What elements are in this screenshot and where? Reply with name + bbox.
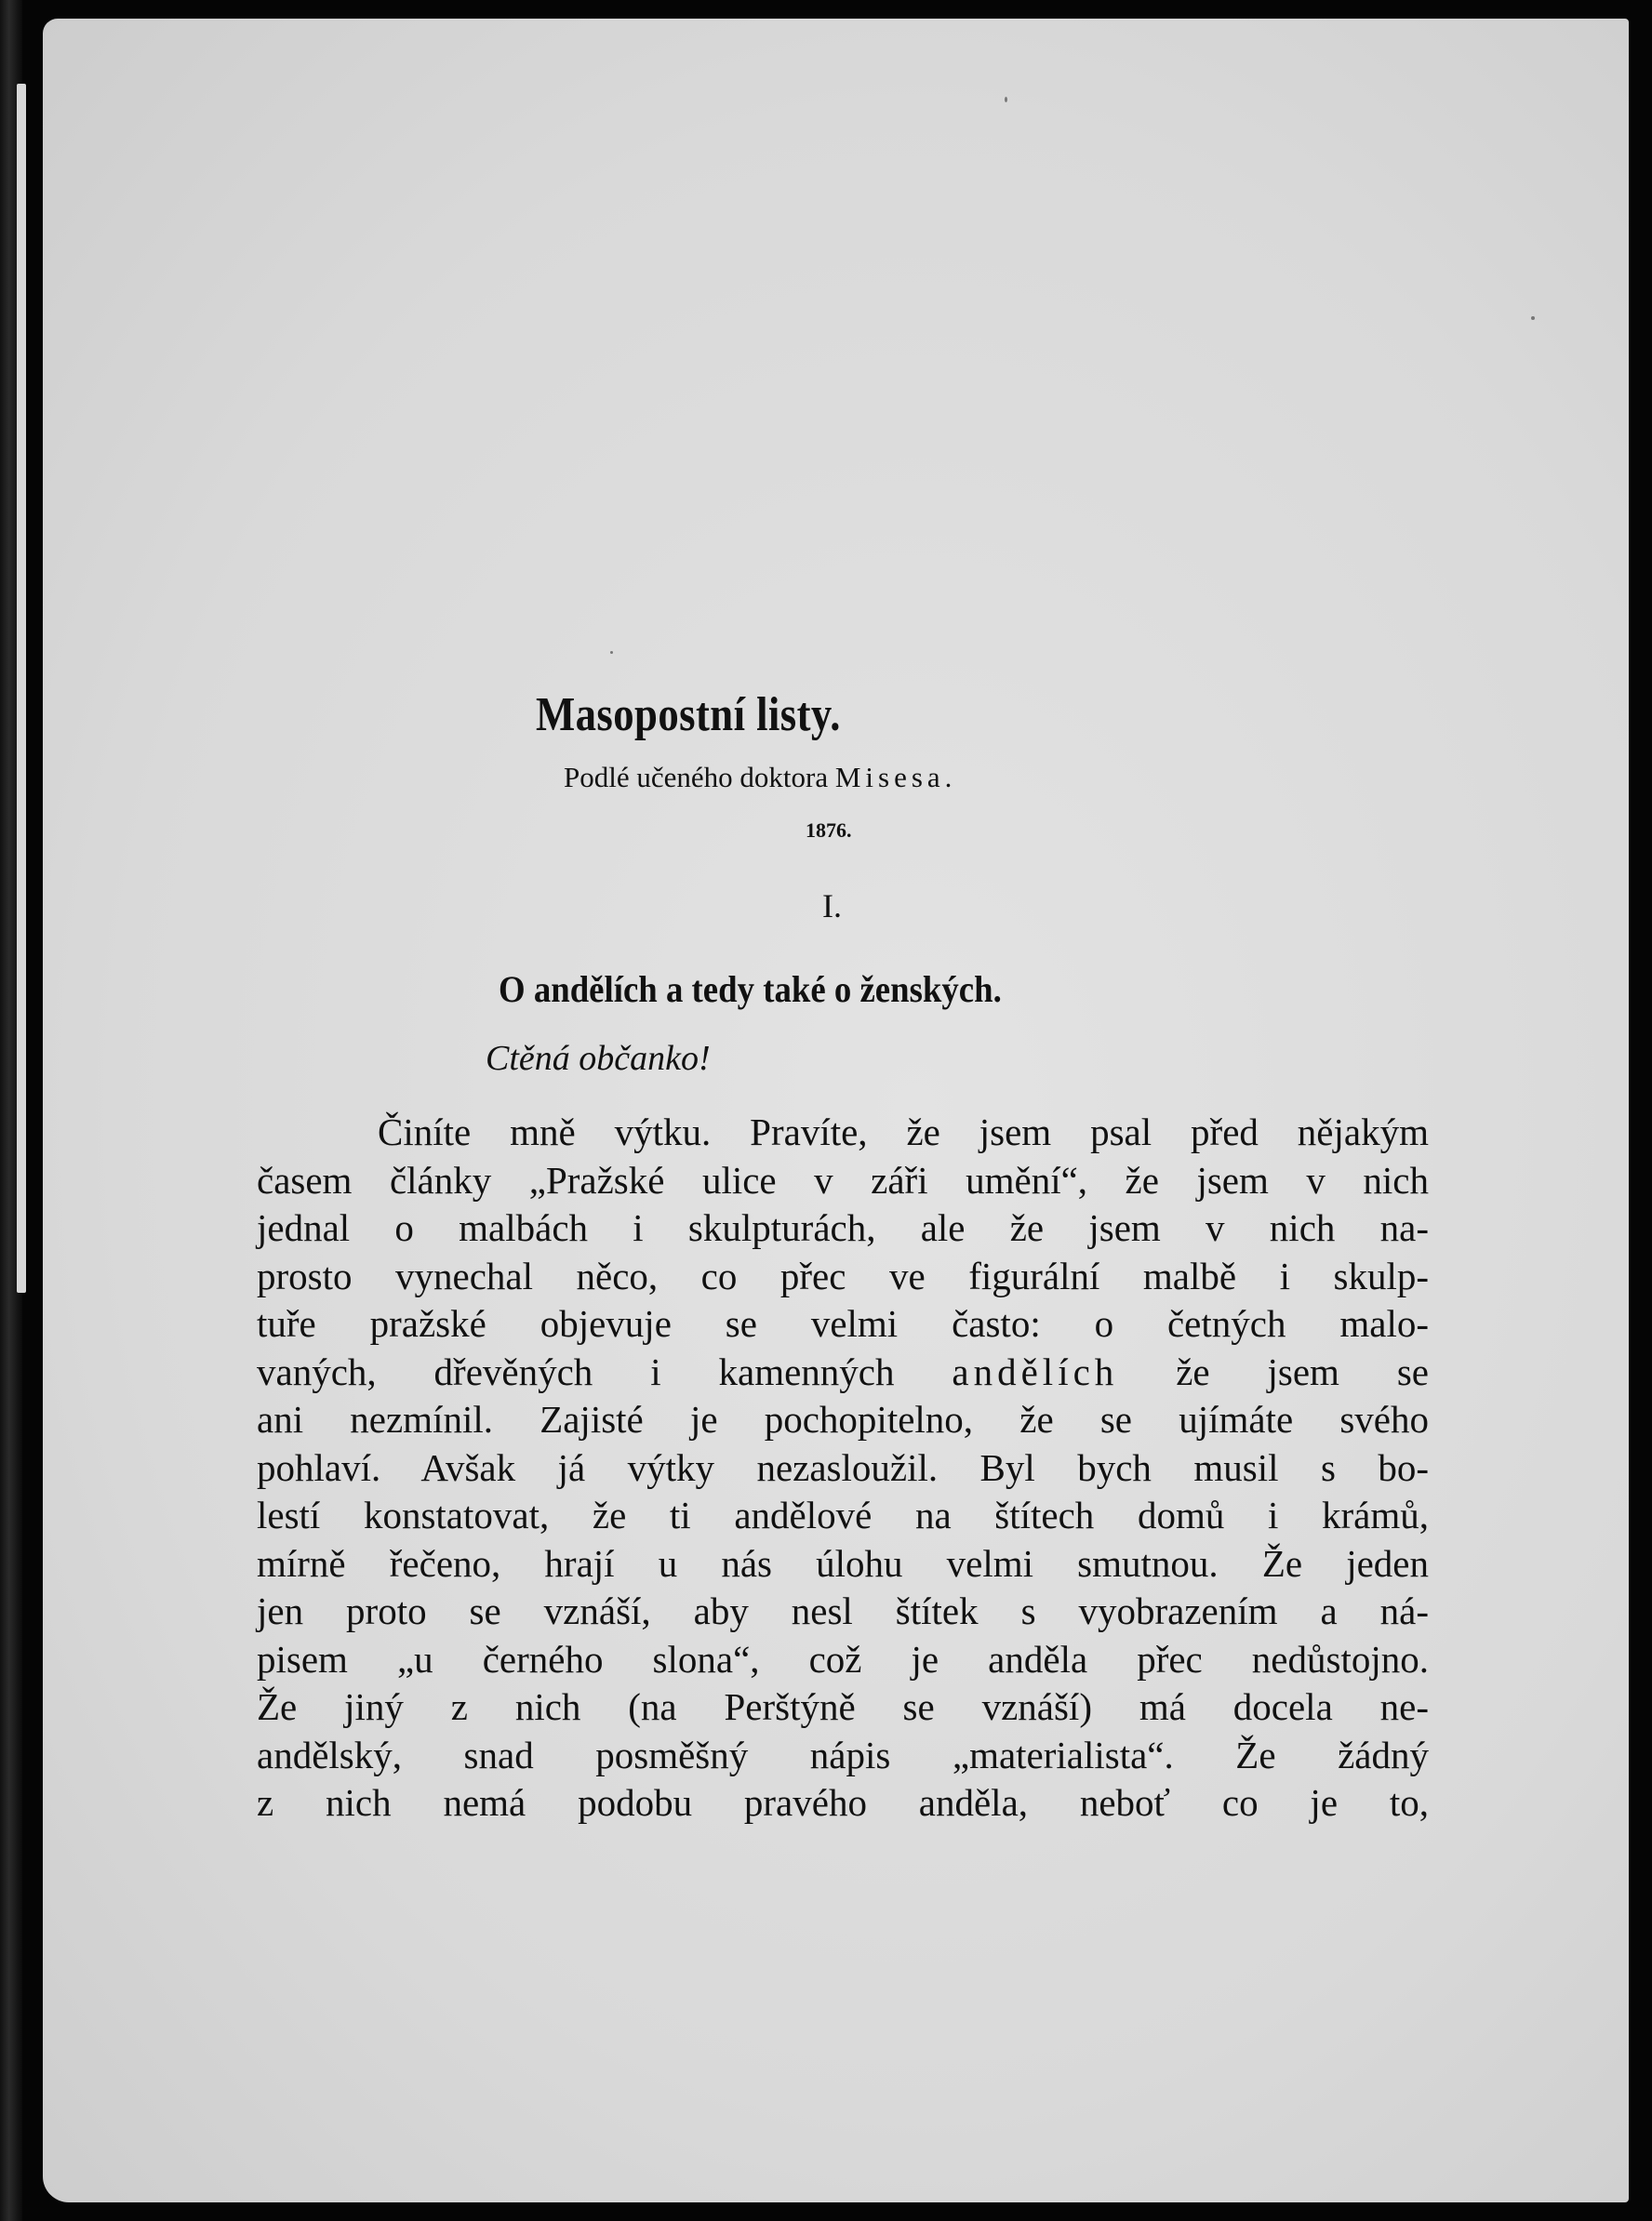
body-line-end: že jsem se bbox=[1118, 1350, 1429, 1393]
subtitle bbox=[564, 759, 1419, 796]
salutation: Ctěná občanko! bbox=[486, 1039, 711, 1078]
body-line: tuře pražské objevuje se velmi často: o četných malo- bbox=[257, 1302, 1429, 1345]
subtitle-author: Misesa. bbox=[834, 761, 957, 793]
body-line: jen proto se vznáší, aby nesl štítek s vyobrazením a ná- bbox=[257, 1589, 1429, 1632]
section-title: O andělích a tedy také o ženských. bbox=[499, 968, 1002, 1010]
year: 1876. bbox=[806, 818, 852, 842]
paper-speck bbox=[610, 651, 613, 654]
body-line: pohlaví. Avšak já výtky nezasloužil. Byl bych musil s bo- bbox=[257, 1445, 1429, 1489]
page-title: Masopostní listy. bbox=[536, 688, 841, 741]
section-number: I. bbox=[822, 887, 842, 924]
body-line: časem články „Pražské ulice v záři umění“, že jsem v nich bbox=[257, 1158, 1429, 1202]
body-line-emphasis bbox=[257, 1349, 1429, 1397]
body-line: ani nezmínil. Zajisté je pochopitelno, že se ujímáte svého bbox=[257, 1398, 1429, 1441]
body-line: z nich nemá podobu pravého anděla, neboť co je to, bbox=[257, 1781, 1429, 1824]
body-paragraph bbox=[257, 1109, 1429, 1828]
emphasized-word: andělích bbox=[952, 1350, 1119, 1393]
paper-speck bbox=[1531, 316, 1535, 320]
paper-speck bbox=[1005, 97, 1007, 102]
body-line: Že jiný z nich (na Perštýně se vznáší) má docela ne- bbox=[257, 1685, 1429, 1728]
body-line: andělský, snad posměšný nápis „materialista“. Že žádný bbox=[257, 1733, 1429, 1776]
body-line: pisem „u černého slona“, což je anděla přec nedůstojno. bbox=[257, 1637, 1429, 1681]
body-line: mírně řečeno, hrají u nás úlohu velmi smutnou. Že jeden bbox=[257, 1541, 1429, 1585]
body-line: prosto vynechal něco, co přec ve figurální malbě i skulp- bbox=[257, 1254, 1429, 1297]
page-text bbox=[210, 683, 1429, 1828]
previous-page-edge bbox=[0, 0, 22, 2221]
subtitle-prefix: Podlé učeného doktora bbox=[564, 761, 835, 793]
previous-page-paper-strip bbox=[17, 84, 26, 1293]
body-line: lestí konstatovat, že ti andělové na štítech domů i krámů, bbox=[257, 1494, 1429, 1536]
body-line-start: vaných, dřevěných i kamenných bbox=[257, 1350, 895, 1393]
book-page bbox=[43, 19, 1629, 2202]
body-line: Činíte mně výtku. Pravíte, že jsem psal před nějakým bbox=[378, 1110, 1429, 1153]
body-line: jednal o malbách i skulpturách, ale že jsem v nich na- bbox=[257, 1206, 1429, 1249]
